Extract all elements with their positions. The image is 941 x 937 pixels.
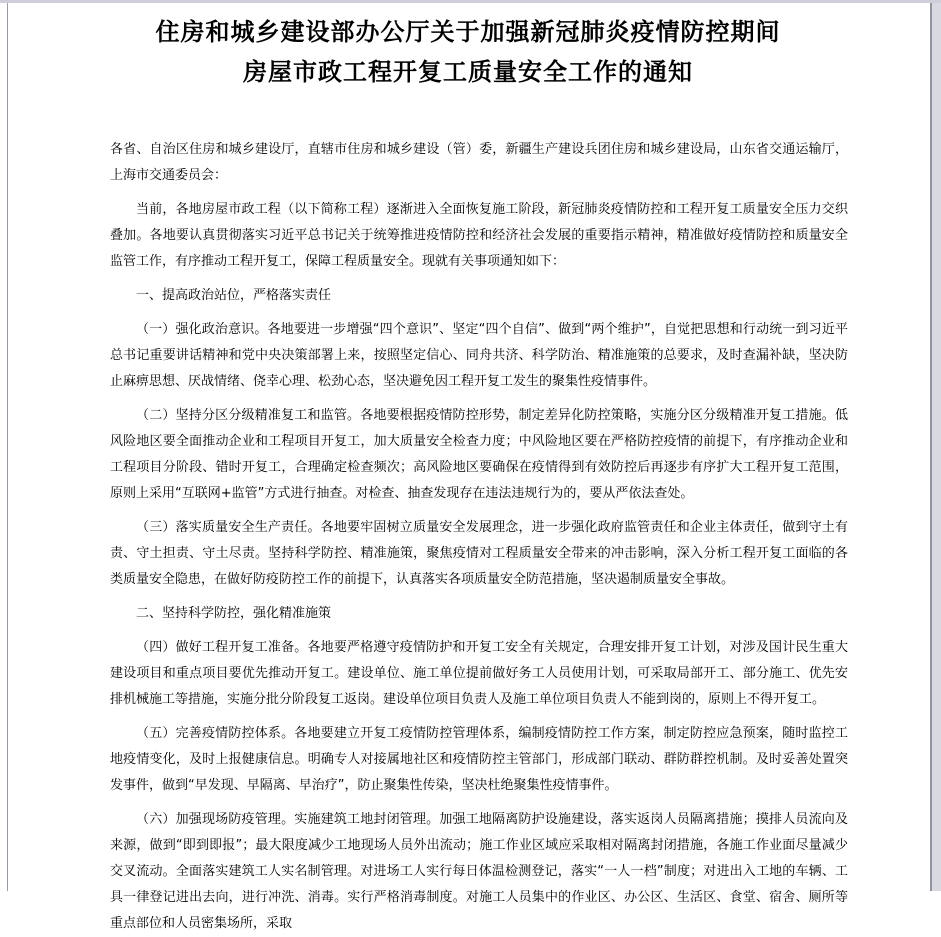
document-title-line1: 住房和城乡建设部办公厅关于加强新冠肺炎疫情防控期间 — [155, 18, 781, 46]
clause-6-paragraph: （六）加强现场防疫管理。实施建筑工地封闭管理。加强工地隔离防护设施建设，落实返岗人员隔离措施；摸排人员流向及来源，做到“即到即报”；最大限度减少工地现场人员外出流动；施工作业区域应采取相对隔离封闭措施，各施工作业面尽量减少交叉流动。全面落实建筑工人实名制管理。对进场工人实行每日体温检测登记，落实“一人一档”制度；对进出入工地的车辆、工具一律登记进出去向，进行冲洗、消毒。实行严格消毒制度。对施工人员集中的作业区、办公区、生活区、食堂、宿舍、厕所等重点部位和人员密集场所，采取 — [110, 812, 848, 931]
addressee-paragraph: 各省、自治区住房和城乡建设厅，直辖市住房和城乡建设（管）委，新疆生产建设兵团住房和城乡建设局，山东省交通运输厅，上海市交通委员会： — [110, 142, 848, 183]
clause-2-paragraph: （二）坚持分区分级精准复工和监管。各地要根据疫情防控形势，制定差异化防控策略，实施分区分级精准开复工措施。低风险地区要全面推动企业和工程项目开复工，加大质量安全检查力度；中风险地区要在严格防控疫情的前提下，有序推动企业和工程项目分阶段、错时开复工，合理确定检查频次；高风险地区要确保在疫情得到有效防控后再逐步有序扩大工程开复工范围，原则上采用“互联网+监管”方式进行抽查。对检查、抽查发现存在违法违规行为的，要从严依法查处。 — [110, 408, 848, 501]
document-title-line2: 房屋市政工程开复工质量安全工作的通知 — [243, 58, 693, 86]
document-page — [8, 3, 928, 931]
clause-4-paragraph: （四）做好工程开复工准备。各地要严格遵守疫情防护和开复工安全有关规定，合理安排开复工计划，对涉及国计民生重大建设项目和重点项目要优先推动开复工。建设单位、施工单位提前做好务工人员使用计划，可采取局部开工、部分施工、优先安排机械施工等措施，实施分批分阶段复工返岗。建设单位项目负责人及施工单位项目负责人不能到岗的，原则上不得开复工。 — [110, 640, 848, 707]
section-2-heading: 二、坚持科学防控，强化精准施策 — [136, 606, 332, 621]
clause-5-paragraph: （五）完善疫情防控体系。各地要建立开复工疫情防控管理体系，编制疫情防控工作方案，制定防控应急预案，随时监控工地疫情变化，及时上报健康信息。明确专人对接属地社区和疫情防控主管部门，形成部门联动、群防群控机制。及时妥善处置突发事件，做到“早发现、早隔离、早治疗”，防止聚集性传染，坚决杜绝聚集性疫情事件。 — [110, 726, 848, 793]
intro-paragraph: 当前，各地房屋市政工程（以下简称工程）逐渐进入全面恢复施工阶段，新冠肺炎疫情防控和工程开复工质量安全压力交织叠加。各地要认真贯彻落实习近平总书记关于统筹推进疫情防控和经济社会发展的重要指示精神，精准做好疫情防控和质量安全监管工作，有序推动工程开复工，保障工程质量安全。现就有关事项通知如下： — [110, 202, 848, 269]
clause-1-paragraph: （一）强化政治意识。各地要进一步增强“四个意识”、坚定“四个自信”、做到“两个维护”，自觉把思想和行动统一到习近平总书记重要讲话精神和党中央决策部署上来，按照坚定信心、同舟共济、科学防治、精准施策的总要求，及时查漏补缺，坚决防止麻痹思想、厌战情绪、侥幸心理、松劲心态，坚决避免因工程开复工发生的聚集性疫情事件。 — [110, 322, 848, 389]
document-body — [110, 137, 848, 937]
clause-3-paragraph: （三）落实质量安全生产责任。各地要牢固树立质量安全发展理念，进一步强化政府监管责任和企业主体责任，做到守土有责、守土担责、守土尽责。坚持科学防控、精准施策，聚焦疫情对工程质量安全带来的冲击影响，深入分析工程开复工面临的各类质量安全隐患，在做好防疫防控工作的前提下，认真落实各项质量安全防范措施，坚决遏制质量安全事故。 — [110, 520, 848, 587]
window-right-edge — [930, 3, 941, 891]
document-title — [8, 3, 928, 92]
section-1-heading: 一、提高政治站位，严格落实责任 — [136, 288, 332, 303]
